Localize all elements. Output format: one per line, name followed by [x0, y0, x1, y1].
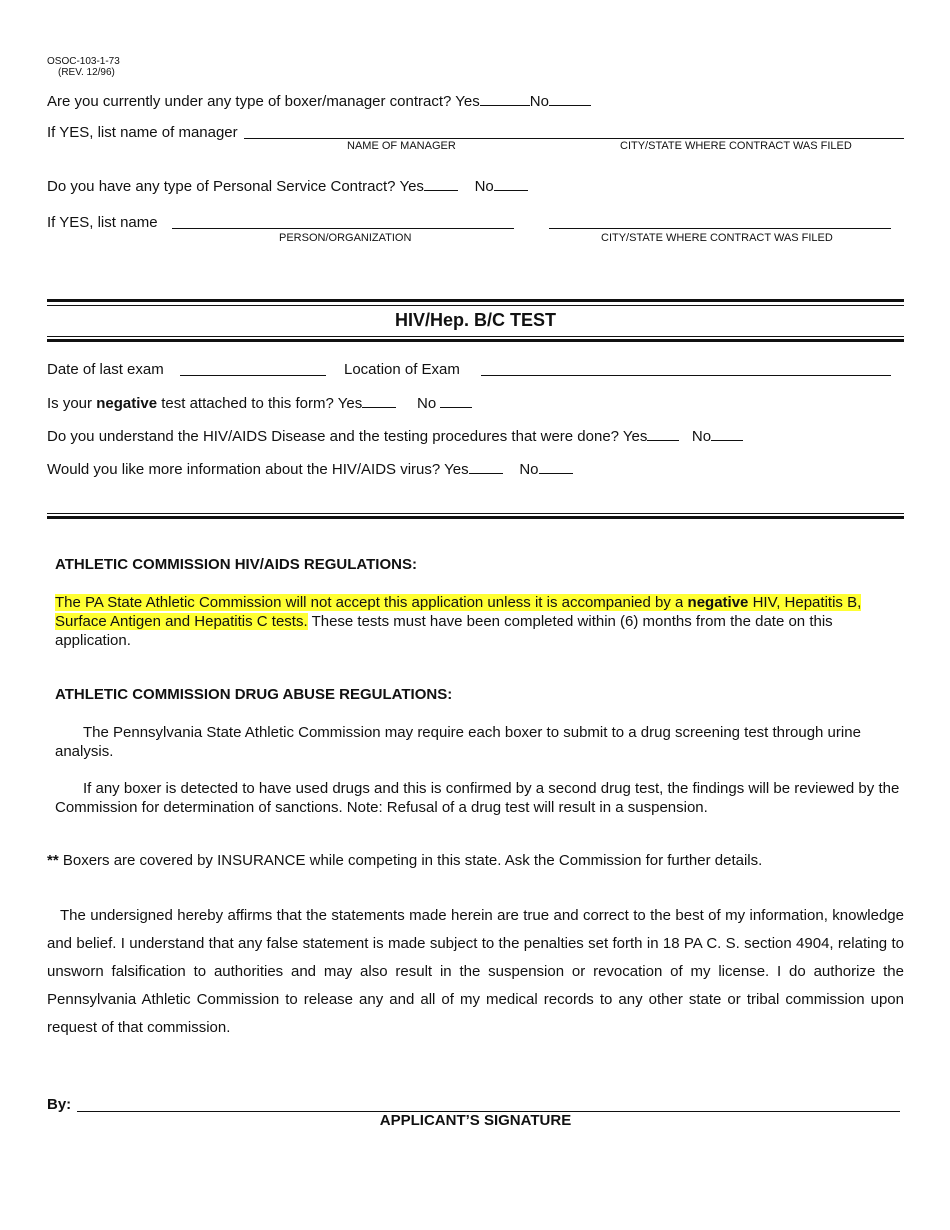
no-answer-line[interactable]	[440, 394, 472, 408]
drug-regulation-paragraph-2: If any boxer is detected to have used drugs and this is confirmed by a second drug test, the findings will be reviewed by the Commission for determination of sanctions. Note: Refusal of a drug test will result in a suspension.	[55, 780, 900, 816]
personal-service-question	[47, 177, 528, 195]
signature-by-label: By:	[47, 1096, 72, 1113]
highlight-bold: negative	[687, 594, 749, 611]
affirmation-paragraph: The undersigned hereby affirms that the statements made herein are true and correct to the best of my information, knowledge and belief. I understand that any false statement is made subject to the penalties set forth in 18 PA C. S. section 4904, relating to unsworn falsification to authorities and may also result in the suspension or revocation of my license. I do authorize the Pennsylvania Athletic Commission to release any and all of my medical records to any other state or tribal commission upon request of that commission.	[47, 907, 904, 1036]
manager-name-field[interactable]	[244, 124, 904, 139]
yes-label: Yes	[444, 461, 469, 478]
last-exam-date-field[interactable]	[180, 361, 326, 376]
person-organization-field[interactable]	[172, 214, 514, 229]
yes-label: Yes	[455, 93, 480, 110]
no-label: No	[519, 461, 539, 478]
manager-name-caption: NAME OF MANAGER	[347, 140, 456, 152]
hiv-section-title: HIV/Hep. B/C TEST	[394, 310, 556, 330]
exam-location-label: Location of Exam	[344, 361, 460, 378]
form-code: OSOC-103-1-73	[47, 56, 120, 67]
question-text-post: test attached to this form?	[161, 395, 334, 412]
no-label: No	[417, 395, 437, 412]
signature-caption: APPLICANT’S SIGNATURE	[379, 1112, 572, 1129]
question-text: Do you have any type of Personal Service Contract?	[47, 178, 396, 195]
negative-test-question	[47, 394, 472, 412]
manager-city-caption: CITY/STATE WHERE CONTRACT WAS FILED	[620, 140, 852, 152]
manager-contract-question	[47, 92, 591, 110]
person-name-label: If YES, list name	[47, 214, 158, 231]
no-label: No	[529, 93, 549, 110]
yes-answer-line[interactable]	[469, 460, 503, 474]
hiv-regulations-text	[55, 593, 900, 650]
no-answer-line[interactable]	[539, 460, 573, 474]
person-city-caption: CITY/STATE WHERE CONTRACT WAS FILED	[601, 232, 833, 244]
section-bottom-rule	[47, 336, 904, 337]
highlight-text-2: HIV, Hepatitis B, Surface Antigen and Hepatitis C tests.	[55, 594, 862, 630]
no-answer-line[interactable]	[711, 427, 743, 441]
question-text-pre: Is your	[47, 395, 93, 412]
manager-name-label: If YES, list name of manager	[47, 124, 238, 141]
exam-location-field[interactable]	[481, 361, 891, 376]
question-text: Would you like more information about the HIV/AIDS virus?	[47, 461, 441, 478]
yes-label: Yes	[622, 428, 648, 445]
yes-answer-line[interactable]	[362, 394, 396, 408]
hiv-regulations-heading: ATHLETIC COMMISSION HIV/AIDS REGULATIONS:	[55, 556, 417, 573]
section-top-rule	[47, 299, 904, 302]
yes-label: Yes	[399, 178, 424, 195]
more-info-question	[47, 460, 573, 478]
insurance-stars: **	[47, 852, 59, 869]
person-city-field[interactable]	[549, 214, 891, 229]
section-end-rule	[47, 513, 904, 514]
no-answer-line[interactable]	[494, 177, 528, 191]
highlight-text-1: The PA State Athletic Commission will not accept this application unless it is accompanied by a	[55, 594, 684, 611]
yes-answer-line[interactable]	[647, 427, 679, 441]
form-revision: (REV. 12/96)	[58, 67, 115, 78]
yes-answer-line[interactable]	[480, 92, 530, 106]
insurance-note	[47, 852, 762, 869]
drug-regulations-heading: ATHLETIC COMMISSION DRUG ABUSE REGULATIONS:	[55, 686, 453, 703]
regulation-rest: These tests must have been completed within (6) months from the date on this application.	[55, 613, 833, 649]
no-label: No	[691, 428, 712, 445]
no-label: No	[474, 178, 494, 195]
yes-answer-line[interactable]	[424, 177, 458, 191]
question-text: Do you understand the HIV/AIDS Disease and the testing procedures that were done?	[47, 428, 620, 445]
understand-procedures-question	[47, 427, 743, 445]
question-text-bold: negative	[96, 395, 158, 412]
drug-regulation-paragraph-1: The Pennsylvania State Athletic Commission may require each boxer to submit to a drug screening test through urine analysis.	[55, 724, 861, 760]
person-organization-caption: PERSON/ORGANIZATION	[279, 232, 412, 244]
signature-field[interactable]	[77, 1096, 900, 1112]
insurance-text: Boxers are covered by INSURANCE while competing in this state. Ask the Commission for further details.	[62, 852, 763, 869]
last-exam-date-label: Date of last exam	[47, 361, 164, 378]
question-text: Are you currently under any type of boxer/manager contract?	[47, 93, 452, 110]
yes-label: Yes	[337, 395, 363, 412]
no-answer-line[interactable]	[549, 92, 591, 106]
